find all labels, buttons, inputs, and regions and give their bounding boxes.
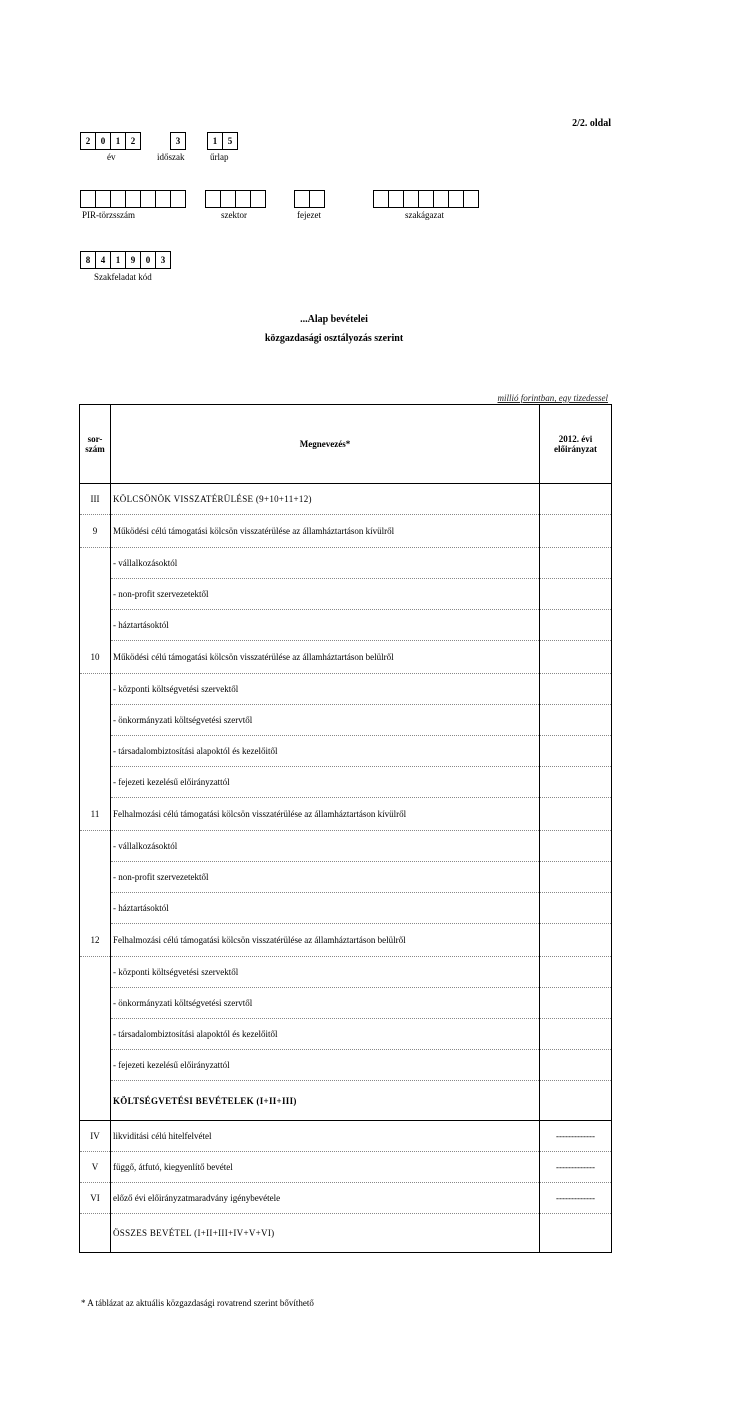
idoszak-label: időszak (157, 152, 185, 162)
row-value[interactable]: ------------- (540, 1152, 612, 1183)
page-number: 2/2. oldal (572, 118, 611, 129)
row-value[interactable] (540, 579, 612, 610)
szakagazat-cell (388, 190, 404, 208)
row-label: - társadalombiztosítási alapoktól és kezelőitől (111, 1019, 540, 1050)
szakagazat-label: szakágazat (405, 210, 444, 220)
row-label: ÖSSZES BEVÉTEL (I+II+III+IV+V+VI) (111, 1214, 540, 1253)
row-num: 10 (80, 641, 111, 674)
row-num (80, 674, 111, 705)
szakfeladat-digit: 3 (155, 251, 171, 269)
row-label: KÖLCSÖNÖK VISSZATÉRÜLÉSE (9+10+11+12) (111, 484, 540, 515)
row-label: - háztartásoktól (111, 610, 540, 641)
col-header-megnevezes: Megnevezés* (111, 405, 540, 484)
row-label: - non-profit szervezetektől (111, 579, 540, 610)
row-label: Működési célú támogatási kölcsön visszatérülése az államháztartáson kívülről (111, 515, 540, 548)
row-value[interactable] (540, 641, 612, 674)
idoszak-digit: 3 (170, 132, 186, 150)
pir-boxes (80, 190, 186, 208)
table-row (80, 1050, 612, 1081)
pir-cell (125, 190, 141, 208)
ev-label: év (107, 152, 116, 162)
col-header-eloiranyzat: 2012. évi előirányzat (540, 405, 612, 484)
table-row (80, 548, 612, 579)
urlap-digit: 1 (207, 132, 223, 150)
pir-cell (95, 190, 111, 208)
row-value[interactable] (540, 484, 612, 515)
table-row (80, 610, 612, 641)
szakfeladat-label: Szakfeladat kód (94, 272, 152, 282)
row-value[interactable] (540, 988, 612, 1019)
document-title: ...Alap bevételei (300, 314, 368, 325)
row-value[interactable] (540, 705, 612, 736)
row-value[interactable] (540, 893, 612, 924)
row-label: - vállalkozásoktól (111, 548, 540, 579)
table-row (80, 1121, 612, 1152)
table-row-koltsegvetesi (80, 1081, 612, 1121)
pir-cell (155, 190, 171, 208)
table-row (80, 893, 612, 924)
szakagazat-cell (463, 190, 479, 208)
row-label: Felhalmozási célú támogatási kölcsön visszatérülése az államháztartáson kívülről (111, 798, 540, 831)
row-label: - önkormányzati költségvetési szervtől (111, 988, 540, 1019)
table-row (80, 579, 612, 610)
szakfeladat-boxes (80, 251, 171, 269)
idoszak-boxes (170, 132, 186, 150)
urlap-label: űrlap (210, 152, 229, 162)
row-label: - vállalkozásoktól (111, 831, 540, 862)
footnote: * A táblázat az aktuális közgazdasági rovatrend szerint bővíthető (81, 1298, 314, 1308)
ev-digit: 1 (110, 132, 126, 150)
row-num: 9 (80, 515, 111, 548)
row-num (80, 1050, 111, 1081)
table-row (80, 988, 612, 1019)
table-row (80, 674, 612, 705)
row-num: VI (80, 1183, 111, 1214)
table-row (80, 862, 612, 893)
row-num (80, 1019, 111, 1050)
row-value[interactable] (540, 1214, 612, 1253)
row-label: függő, átfutó, kiegyenlítő bevétel (111, 1152, 540, 1183)
row-value[interactable] (540, 610, 612, 641)
row-num (80, 988, 111, 1019)
szakagazat-cell (418, 190, 434, 208)
row-num: 12 (80, 924, 111, 957)
table-row (80, 641, 612, 674)
row-num (80, 831, 111, 862)
revenue-table (79, 404, 612, 1253)
pir-cell (170, 190, 186, 208)
row-value[interactable] (540, 548, 612, 579)
row-label: - központi költségvetési szervektől (111, 957, 540, 988)
row-value[interactable]: ------------- (540, 1121, 612, 1152)
table-body-other (80, 1121, 612, 1214)
row-num (80, 579, 111, 610)
table-row (80, 736, 612, 767)
row-value[interactable] (540, 736, 612, 767)
szakfeladat-digit: 0 (140, 251, 156, 269)
szektor-cell (220, 190, 236, 208)
szakfeladat-digit: 9 (125, 251, 141, 269)
row-label: - fejezeti kezelésű előirányzattól (111, 1050, 540, 1081)
fejezet-cell (309, 190, 325, 208)
table-row (80, 705, 612, 736)
row-value[interactable] (540, 674, 612, 705)
fejezet-label: fejezet (297, 210, 321, 220)
szektor-label: szektor (221, 210, 247, 220)
table-row (80, 1019, 612, 1050)
row-num: V (80, 1152, 111, 1183)
row-num (80, 610, 111, 641)
szektor-cell (205, 190, 221, 208)
row-label: - központi költségvetési szervektől (111, 674, 540, 705)
row-num (80, 1214, 111, 1253)
pir-cell (110, 190, 126, 208)
row-label: előző évi előirányzatmaradvány igénybevétele (111, 1183, 540, 1214)
row-value[interactable] (540, 1050, 612, 1081)
table-row (80, 767, 612, 798)
table-row (80, 1183, 612, 1214)
row-value[interactable] (540, 1019, 612, 1050)
szakfeladat-digit: 1 (110, 251, 126, 269)
ev-digit: 2 (80, 132, 96, 150)
ev-digit: 0 (95, 132, 111, 150)
urlap-digit: 5 (222, 132, 238, 150)
table-body-grand-total (80, 1214, 612, 1253)
row-label: KÖLTSÉGVETÉSI BEVÉTELEK (I+II+III) (111, 1081, 540, 1121)
pir-label: PIR-törzsszám (82, 210, 135, 220)
table-row (80, 831, 612, 862)
row-num (80, 957, 111, 988)
szektor-cell (235, 190, 251, 208)
row-num (80, 862, 111, 893)
row-label: Működési célú támogatási kölcsön visszatérülése az államháztartáson belülről (111, 641, 540, 674)
col-header-sorszam: sor-szám (80, 405, 111, 484)
row-value[interactable] (540, 1081, 612, 1121)
row-num: IV (80, 1121, 111, 1152)
szakfeladat-digit: 8 (80, 251, 96, 269)
row-value[interactable]: ------------- (540, 1183, 612, 1214)
table-body-totals (80, 1081, 612, 1121)
row-value[interactable] (540, 924, 612, 957)
row-label: - fejezeti kezelésű előirányzattól (111, 767, 540, 798)
row-num (80, 893, 111, 924)
row-value[interactable] (540, 515, 612, 548)
row-num (80, 736, 111, 767)
row-num (80, 767, 111, 798)
row-label: likviditási célú hitelfelvétel (111, 1121, 540, 1152)
table-row (80, 798, 612, 831)
urlap-boxes (207, 132, 238, 150)
row-num (80, 548, 111, 579)
row-label: - társadalombiztosítási alapoktól és kezelőitől (111, 736, 540, 767)
ev-digit: 2 (125, 132, 141, 150)
row-label: - háztartásoktól (111, 893, 540, 924)
row-label: Felhalmozási célú támogatási kölcsön visszatérülése az államháztartáson belülről (111, 924, 540, 957)
fejezet-boxes (294, 190, 325, 208)
row-label: - önkormányzati költségvetési szervtől (111, 705, 540, 736)
row-label: - non-profit szervezetektől (111, 862, 540, 893)
table-row (80, 957, 612, 988)
table-row-osszes (80, 1214, 612, 1253)
table-row (80, 924, 612, 957)
row-value[interactable] (540, 767, 612, 798)
row-value[interactable] (540, 831, 612, 862)
ev-boxes (80, 132, 141, 150)
row-num (80, 705, 111, 736)
szektor-cell (250, 190, 266, 208)
szektor-boxes (205, 190, 266, 208)
table-row (80, 1152, 612, 1183)
table-body-loans (80, 484, 612, 1081)
unit-note: millió forintban, egy tizedessel (497, 393, 608, 403)
document-subtitle: közgazdasági osztályozás szerint (264, 333, 404, 344)
table-row (80, 484, 612, 515)
szakagazat-cell (373, 190, 389, 208)
row-value[interactable] (540, 957, 612, 988)
row-num (80, 1081, 111, 1121)
fejezet-cell (294, 190, 310, 208)
szakagazat-cell (403, 190, 419, 208)
table-row (80, 515, 612, 548)
row-value[interactable] (540, 862, 612, 893)
row-num: III (80, 484, 111, 515)
pir-cell (140, 190, 156, 208)
szakagazat-boxes (373, 190, 479, 208)
szakagazat-cell (448, 190, 464, 208)
szakfeladat-digit: 4 (95, 251, 111, 269)
row-value[interactable] (540, 798, 612, 831)
row-num: 11 (80, 798, 111, 831)
pir-cell (80, 190, 96, 208)
szakagazat-cell (433, 190, 449, 208)
